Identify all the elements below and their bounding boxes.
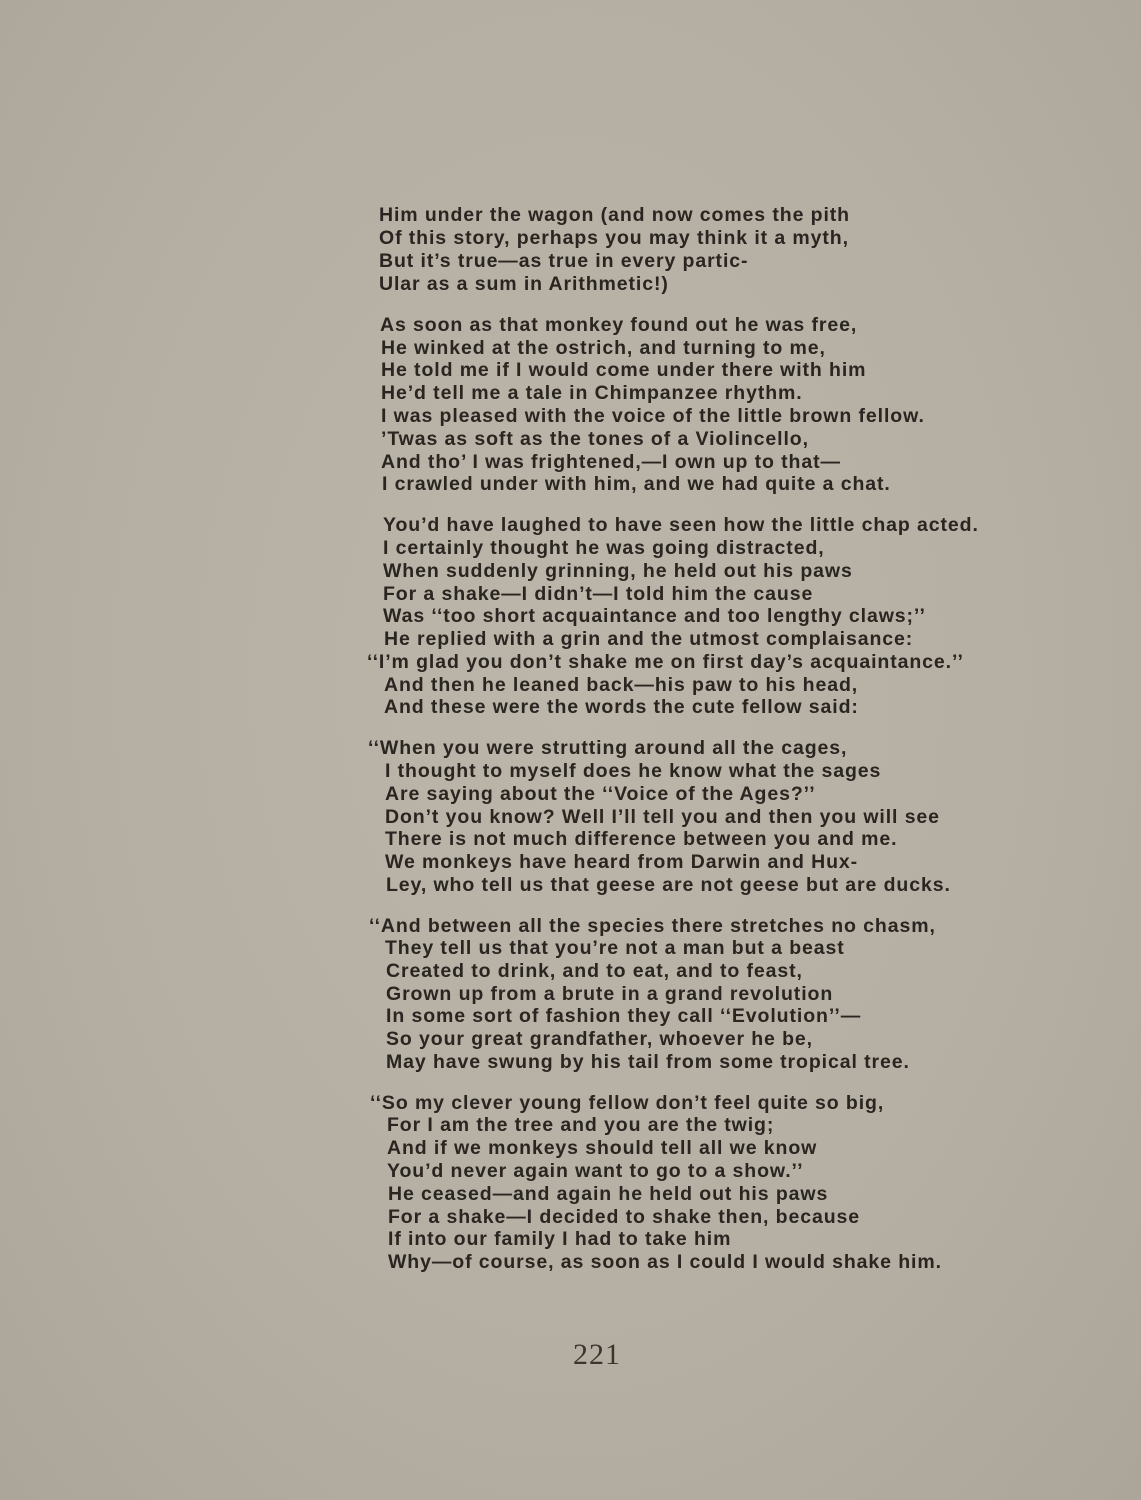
poem-line: Grown up from a brute in a grand revolution — [386, 983, 834, 1005]
poem-line: Him under the wagon (and now comes the pith — [379, 204, 850, 226]
poem-line: Of this story, perhaps you may think it a myth, — [379, 227, 849, 249]
poem-line: He’d tell me a tale in Chimpanzee rhythm. — [381, 382, 803, 404]
poem-line: And tho’ I was frightened,—I own up to that— — [381, 451, 841, 473]
poem-line: For I am the tree and you are the twig; — [387, 1114, 775, 1136]
poem-line: Don’t you know? Well I’ll tell you and then you will see — [385, 806, 940, 828]
poem-line: So your great grandfather, whoever he be, — [386, 1028, 813, 1050]
poem-line: As soon as that monkey found out he was free, — [380, 314, 858, 336]
poem-line: In some sort of fashion they call ‘‘Evolution’’— — [386, 1005, 862, 1027]
poem-line: ‘‘So my clever young fellow don’t feel quite so big, — [370, 1092, 885, 1114]
poem-line: I crawled under with him, and we had quite a chat. — [382, 473, 891, 495]
poem-line: And if we monkeys should tell all we know — [387, 1137, 818, 1159]
poem-line: ‘‘When you were strutting around all the cages, — [368, 737, 848, 759]
poem-line: They tell us that you’re not a man but a beast — [385, 937, 845, 959]
poem-line: ‘‘I’m glad you don’t shake me on first day’s acquaintance.’’ — [367, 651, 964, 673]
poem-line: You’d have laughed to have seen how the little chap acted. — [383, 514, 979, 536]
poem-line: For a shake—I decided to shake then, because — [388, 1206, 860, 1228]
poem-line: ‘‘And between all the species there stretches no chasm, — [369, 915, 936, 937]
poem-line: Created to drink, and to eat, and to feast, — [386, 960, 803, 982]
poem-line: I was pleased with the voice of the little brown fellow. — [381, 405, 925, 427]
poem-line: And then he leaned back—his paw to his head, — [384, 674, 859, 696]
poem-line: Ley, who tell us that geese are not geese but are ducks. — [386, 874, 951, 896]
poem-line: When suddenly grinning, he held out his paws — [383, 560, 853, 582]
poem-line: He ceased—and again he held out his paws — [388, 1183, 829, 1205]
poem-line: We monkeys have heard from Darwin and Hux- — [385, 851, 859, 873]
poem-line: And these were the words the cute fellow said: — [384, 696, 859, 718]
poem-line: Ular as a sum in Arithmetic!) — [379, 273, 669, 295]
poem-line: Was ‘‘too short acquaintance and too lengthy claws;’’ — [383, 605, 926, 627]
poem-line: ’Twas as soft as the tones of a Violincello, — [381, 428, 809, 450]
poem-line: But it’s true—as true in every partic- — [379, 250, 749, 272]
poem-line: Are saying about the ‘‘Voice of the Ages?’’ — [385, 783, 816, 805]
poem-line: Why—of course, as soon as I could I would shake him. — [388, 1251, 942, 1273]
poem-line: I certainly thought he was going distracted, — [383, 537, 825, 559]
poem-line: He winked at the ostrich, and turning to me, — [381, 337, 826, 359]
poem-line: May have swung by his tail from some tropical tree. — [386, 1051, 910, 1073]
poem-line: He replied with a grin and the utmost complaisance: — [384, 628, 914, 650]
page-number: 221 — [573, 1338, 621, 1371]
poem-line: For a shake—I didn’t—I told him the cause — [383, 583, 814, 605]
poem-line: He told me if I would come under there with him — [381, 359, 867, 381]
poem-line: You’d never again want to go to a show.’’ — [387, 1160, 804, 1182]
poem-line: I thought to myself does he know what the sages — [385, 760, 882, 782]
poem-line: There is not much difference between you and me. — [385, 828, 898, 850]
poem-line: If into our family I had to take him — [388, 1228, 732, 1250]
